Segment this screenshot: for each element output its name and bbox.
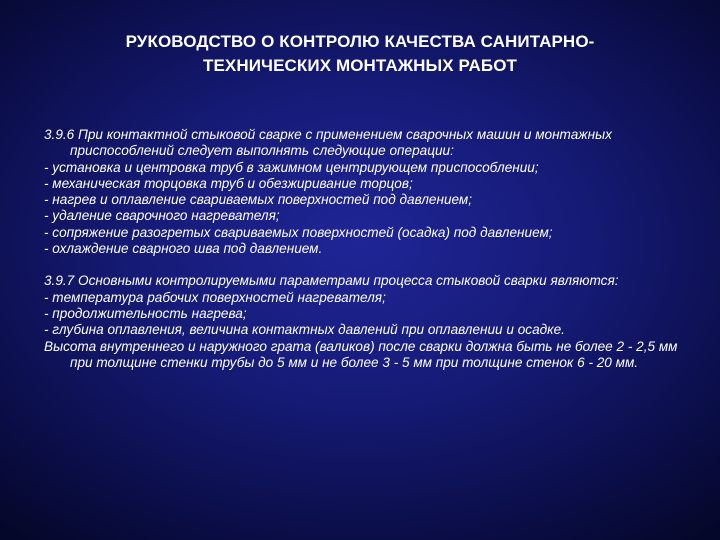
slide-body (44, 127, 684, 371)
section1-item-1: - установка и центровка труб в зажимном центрирующем приспособлении; (44, 159, 539, 175)
section1-item-3: - нагрев и оплавление свариваемых поверхностей под давлением; (44, 192, 473, 208)
section2-item-1: - температура рабочих поверхностей нагревателя; (44, 289, 386, 305)
section1-item-2: - механическая торцовка труб и обезжиривание торцов; (44, 175, 413, 191)
section2-item-2: - продолжительность нагрева; (44, 305, 247, 321)
section2-intro: 3.9.7 Основными контролируемыми параметрами процесса стыковой сварки являются: (44, 273, 619, 289)
title-line-1: РУКОВОДСТВО О КОНТРОЛЮ КАЧЕСТВА САНИТАРНО- (125, 32, 595, 51)
title-line-2: ТЕХНИЧЕСКИХ МОНТАЖНЫХ РАБОТ (202, 56, 518, 75)
section2-note: Высота внутреннего и наружного грата (валиков) после сварки должна быть не более 2 - 2,5 мм при толщине стенки трубы до 5 мм и не более 3 - 5 мм при толщине стенок 6 - 20 мм. (44, 338, 678, 370)
section1-item-5: - сопряжение разогретых свариваемых поверхностей (осадка) под давлением; (44, 224, 553, 240)
paragraph-gap (44, 257, 684, 273)
slide-title (60, 30, 660, 78)
section1-intro: 3.9.6 При контактной стыковой сварке с применением сварочных машин и монтажных приспособлений следует выполнять следующие операции: (44, 127, 612, 159)
section1-item-4: - удаление сварочного нагревателя; (44, 208, 280, 224)
section1-item-6: - охлаждение сварного шва под давлением. (44, 241, 323, 257)
section2-item-3: - глубина оплавления, величина контактных давлений при оплавлении и осадке. (44, 322, 565, 338)
